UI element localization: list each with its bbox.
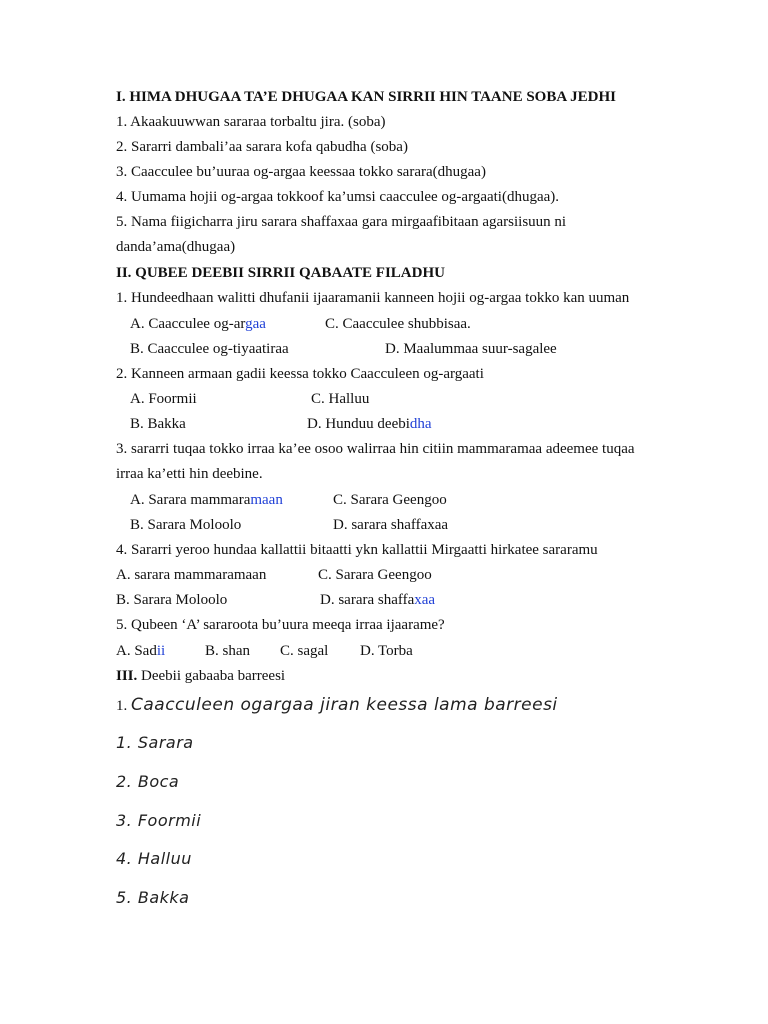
q4-option-c: C. Sarara Geengoo [318,567,432,583]
q3-option-d: D. sarara shaffaxaa [333,517,449,533]
q3-option-c: C. Sarara Geengoo [333,492,447,508]
q3-question: 3. sararri tuqaa tokko irraa ka’ee osoo walirraa hin citiin mammaramaa adeemee tuqaa [116,441,635,457]
section1-item-5-cont: danda’ama(dhugaa) [116,239,236,255]
q4-option-a: A. sarara mammaramaan [116,567,267,583]
section3-answer-5: 5. Bakka [116,888,190,907]
q3-options-row1 [0,491,768,509]
section1-item-2: 2. Sararri dambali’aa sarara kofa qabudha (soba) [116,139,408,155]
section3-answer-2: 2. Boca [116,772,180,791]
section1-item-4: 4. Uumama hojii og-argaa tokkoof ka’umsi caacculee og-argaati(dhugaa). [116,189,560,205]
section3-answer-3: 3. Foormii [116,811,202,830]
q5-option-b: B. shan [205,643,250,659]
q2-option-a: A. Foormii [130,391,197,407]
q2-question: 2. Kanneen armaan gadii keessa tokko Caacculeen og-argaati [116,366,484,382]
section3-answer-1: 1. Sarara [116,733,194,752]
q5-option-c: C. sagal [280,643,329,659]
q3-question-cont: irraa ka’etti hin deebine. [116,466,263,482]
q3-options-row2 [0,516,768,534]
q5-option-a: A. Sadii [116,643,166,659]
q5-option-d: D. Torba [360,643,413,659]
section1-title: I. HIMA DHUGAA TA’E DHUGAA KAN SIRRII HIN TAANE SOBA JEDHI [116,89,616,105]
q1-options-row1 [0,315,768,333]
q4-options-row1 [0,566,768,584]
q4-options-row2 [0,591,768,609]
q2-option-b: B. Bakka [130,416,186,432]
section3-answer-4: 4. Halluu [116,849,192,868]
section1-item-5: 5. Nama fiigicharra jiru sarara shaffaxaa gara mirgaafibitaan agarsiisuun ni [116,214,567,230]
section1-item-3: 3. Caacculee bu’uuraa og-argaa keessaa tokko sarara(dhugaa) [116,164,486,180]
section3-title: III. Deebii gabaaba barreesi [116,668,286,684]
q4-question: 4. Sararri yeroo hundaa kallattii bitaatti ykn kallattii Mirgaatti hirkatee sararamu [116,542,598,558]
section2-title: II. QUBEE DEEBII SIRRII QABAATE FILADHU [116,265,445,281]
q3-option-a: A. Sarara mammaramaan [130,492,283,508]
q4-option-d: D. sarara shaffaxaa [320,592,436,608]
q2-options-row2 [0,415,768,433]
q1-option-b: B. Caacculee og-tiyaatiraa [130,341,289,357]
q5-question: 5. Qubeen ‘A’ sararoota bu’uura meeqa irraa ijaarame? [116,617,445,633]
q1-option-d: D. Maalummaa suur-sagalee [385,341,557,357]
q2-option-c: C. Halluu [311,391,370,407]
q1-option-c: C. Caacculee shubbisaa. [325,316,471,332]
q5-options-row [0,642,768,660]
section3-question: 1. Caacculeen ogargaa jiran keessa lama barreesi [116,695,558,715]
q1-options-row2 [0,340,768,358]
q1-question: 1. Hundeedhaan walitti dhufanii ijaaramanii kanneen hojii og-argaa tokko kan uuman [116,290,630,306]
q4-option-b: B. Sarara Moloolo [116,592,228,608]
q2-options-row1 [0,390,768,408]
q1-option-a: A. Caacculee og-argaa [130,316,266,332]
section1-item-1: 1. Akaakuuwwan sararaa torbaltu jira. (soba) [116,114,386,130]
q3-option-b: B. Sarara Moloolo [130,517,242,533]
q2-option-d: D. Hunduu deebidha [307,416,432,432]
